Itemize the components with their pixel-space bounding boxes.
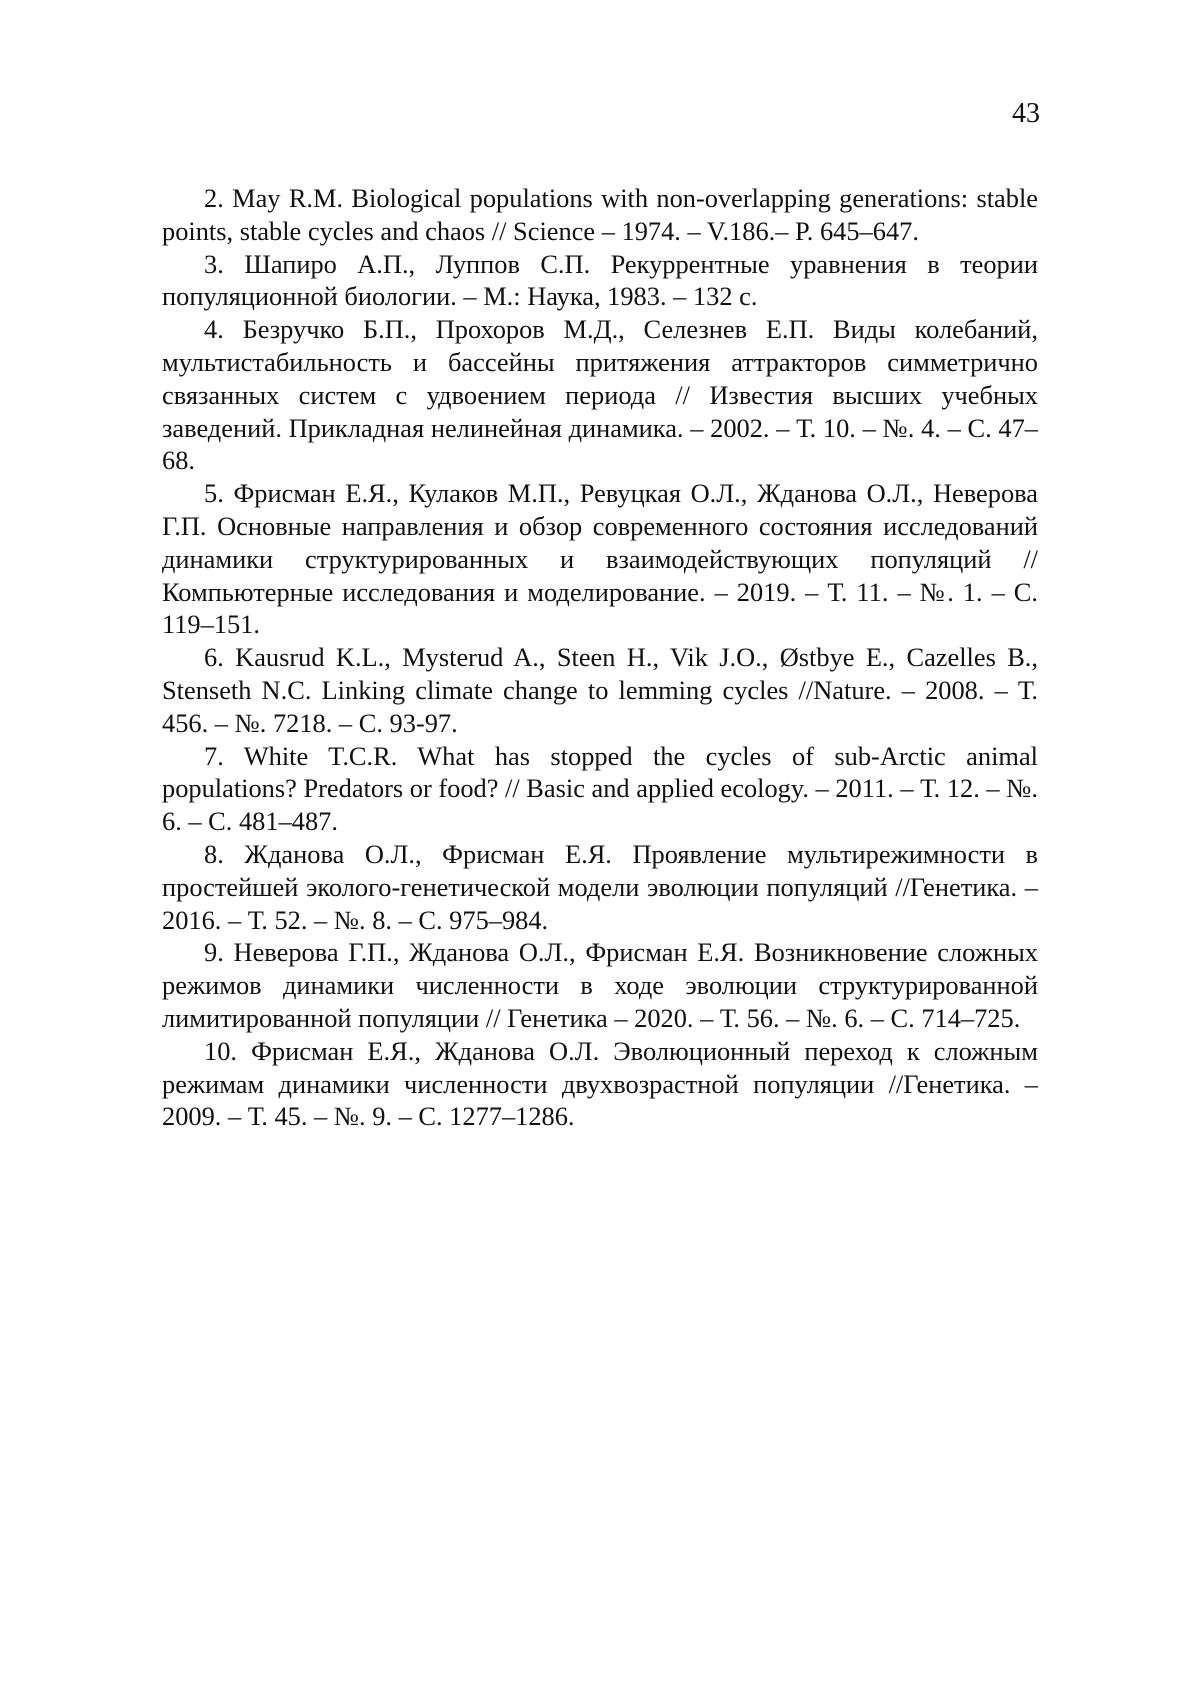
reference-list: [162, 182, 1038, 1133]
reference-item-8: 8. Жданова О.Л., Фрисман Е.Я. Проявление мультирежимности в простейшей эколого-генетической модели эволюции популяций //Генетика. – 2016. – Т. 52. – №. 8. – С. 975–984.: [162, 838, 1038, 935]
reference-item-2: 2. May R.M. Biological populations with non-overlapping generations: stable points, stable cycles and chaos // Science – 1974. – V.186.– P. 645–647.: [162, 183, 1038, 246]
page-number: 43: [1012, 98, 1040, 129]
reference-item-10: 10. Фрисман Е.Я., Жданова О.Л. Эволюционный переход к сложным режимам динамики численности двухвозрастной популяции //Генетика. – 2009. – Т. 45. – №. 9. – С. 1277–1286.: [162, 1035, 1038, 1132]
reference-item-3: 3. Шапиро А.П., Луппов С.П. Рекуррентные уравнения в теории популяционной биологии. – М.: Наука, 1983. – 132 с.: [162, 248, 1038, 312]
reference-item-7: 7. White T.C.R. What has stopped the cycles of sub-Arctic animal populations? Predators or food? // Basic and applied ecology. – 2011. – Т. 12. – №. 6. – С. 481–487.: [162, 740, 1038, 837]
reference-item-4: 4. Безручко Б.П., Прохоров М.Д., Селезнев Е.П. Виды колебаний, мультистабильность и бассейны притяжения аттракторов симметрично связанных систем с удвоением периода // Известия высших учебных заведений. Прикладная нелинейная динамика. – 2002. – Т. 10. – №. 4. – С. 47–68.: [162, 314, 1038, 476]
reference-item-5: 5. Фрисман Е.Я., Кулаков М.П., Ревуцкая О.Л., Жданова О.Л., Неверова Г.П. Основные направления и обзор современного состояния исследований динамики структурированных и взаимодействующих популяций // Компьютерные исследования и моделирование. – 2019. – Т. 11. – №. 1. – С. 119–151.: [162, 478, 1038, 640]
reference-item-6: 6. Kausrud K.L., Mysterud A., Steen H., Vik J.O., Østbye E., Cazelles B., Stenseth N.C. Linking climate change to lemming cycles //Nature. – 2008. – Т. 456. – №. 7218. – С. 93-97.: [162, 642, 1038, 738]
reference-item-9: 9. Неверова Г.П., Жданова О.Л., Фрисман Е.Я. Возникновение сложных режимов динамики численности в ходе эволюции структурированной лимитированной популяции // Генетика – 2020. – Т. 56. – №. 6. – С. 714–725.: [162, 937, 1038, 1033]
